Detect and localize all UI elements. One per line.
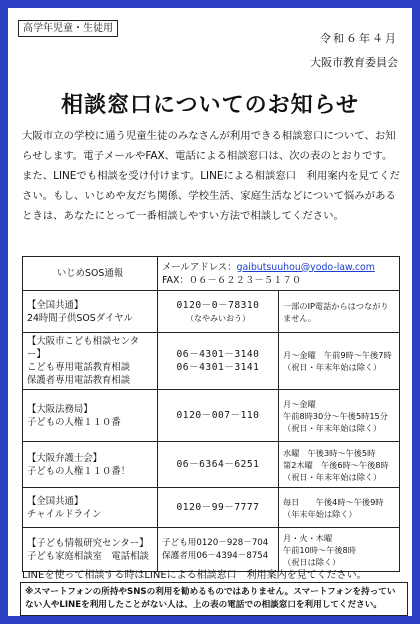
hours-cell [279,390,400,442]
hours-line: 一部のIP電話からはつながりません。 [283,300,389,323]
hours-line: （祝日は除く） [283,556,341,567]
service-name [23,390,158,442]
service-line: 子どもの人権１１０番 [27,416,121,428]
phone-number[interactable]: 06－4301－3140 [176,349,260,360]
phone-cell [158,442,279,488]
hours-line: 月・火・木曜 [283,532,333,543]
table-row [23,442,400,488]
table-row [23,257,400,291]
hours-line: 午前8時30分～午後5時15分 [283,410,388,421]
footnote-box: ※スマートフォンの所持やSNSの利用を勧めるものではありません。スマートフォンを持っていない人やLINEを利用したことがない人は、上の表の電話での相談窓口を利用してください。 [20,582,408,616]
table-row [23,333,400,390]
hours-line: 第2木曜 午後6時～午後8時 [283,459,389,470]
mail-link[interactable]: gaibutsuuhou@yodo-law.com [236,261,375,273]
phone-reading: （なやみいおう） [186,313,250,323]
phone-number[interactable]: 0120－99－7777 [176,502,260,513]
hours-cell [279,291,400,333]
hours-cell [279,488,400,528]
service-line: 保護者専用電話教育相談 [27,375,131,386]
phone-cell [158,488,279,528]
phone-cell [158,528,279,572]
service-name [23,333,158,390]
service-org: 【大阪弁護士会】 [27,452,103,464]
table-row [23,488,400,528]
phone-number[interactable]: 0120－007－110 [176,410,260,421]
hours-cell [279,333,400,390]
hours-line: 月～金曜 午前9時～午後7時 [283,350,392,360]
service-name [23,488,158,528]
service-org: 【全国共通】 [27,495,84,507]
fax-number: FAX：０６－６２２３－５１７０ [162,274,302,286]
service-line: 子どもの人権１１０番！ [27,465,131,477]
service-line: こども専用電話教育相談 [27,362,131,373]
hours-line: 午前10時～午後8時 [283,544,356,555]
phone-number[interactable]: 06－4301－3141 [176,362,260,373]
mail-label: メールアドレス： [162,261,237,273]
sos-contact [158,257,400,291]
issuer-name: 大阪市教育委員会 [310,56,398,69]
service-org: 【全国共通】 [27,299,84,311]
table-row [23,390,400,442]
hours-line: （祝日・年末年始は除く） [283,422,382,433]
phone-number[interactable]: 保護者用06－4394－8754 [162,550,269,561]
service-org: 【大阪法務局】 [27,403,93,415]
phone-cell [158,333,279,390]
phone-number[interactable]: 子ども用0120－928－704 [162,537,269,548]
table-row [23,528,400,572]
notice-sheet [8,8,412,616]
hours-line: （年末年始は除く） [283,508,357,519]
hours-line: 毎日 午後4時～午後9時 [283,496,384,507]
service-org: 【大阪市こども相談センター】 [27,336,140,360]
service-name [23,442,158,488]
hours-cell [279,528,400,572]
phone-cell [158,291,279,333]
table-row [23,291,400,333]
service-org: 【子ども情報研究センター】 [27,537,149,549]
phone-number[interactable]: 0120－0－78310 [176,299,260,311]
intro-text: 大阪市立の学校に通う児童生徒のみなさんが利用できる相談窓口について、お知らせします。電子メールやFAX、電話による相談窓口は、次の表のとおりです。また、LINEでも相談を受け付けます。LINEによる相談窓口 利用案内を見てください。もし、いじめや友だち関係、学校生活、家庭生活などについて悩みがあるときは、あなたにとって一番相談しやすい方法で相談してください。 [22,130,401,222]
hours-line: （祝日・年末年始は除く） [283,471,382,482]
sos-label: いじめSOS通報 [23,257,158,291]
service-name [23,528,158,572]
contact-table [22,256,400,572]
hours-line: （祝日・年末年始は除く） [283,362,382,372]
phone-cell [158,390,279,442]
hours-line: 水曜 午後3時～午後5時 [283,447,376,458]
service-name [23,291,158,333]
page-title: 相談窓口についてのお知らせ [61,93,359,118]
audience-tag: 高学年児童・生徒用 [18,20,118,37]
service-line: 子ども家庭相談室 電話相談 [27,550,149,562]
issue-date: 令和６年４月 [320,32,398,45]
line-guidance: LINEを使って相談する時はLINEによる相談窓口 利用案内を見てください。 [22,570,367,581]
service-line: 24時間子供SOSダイヤル [27,312,133,324]
phone-number[interactable]: 06－6364－6251 [176,459,260,470]
service-line: チャイルドライン [27,508,102,520]
hours-cell [279,442,400,488]
hours-line: 月～金曜 [283,398,316,409]
